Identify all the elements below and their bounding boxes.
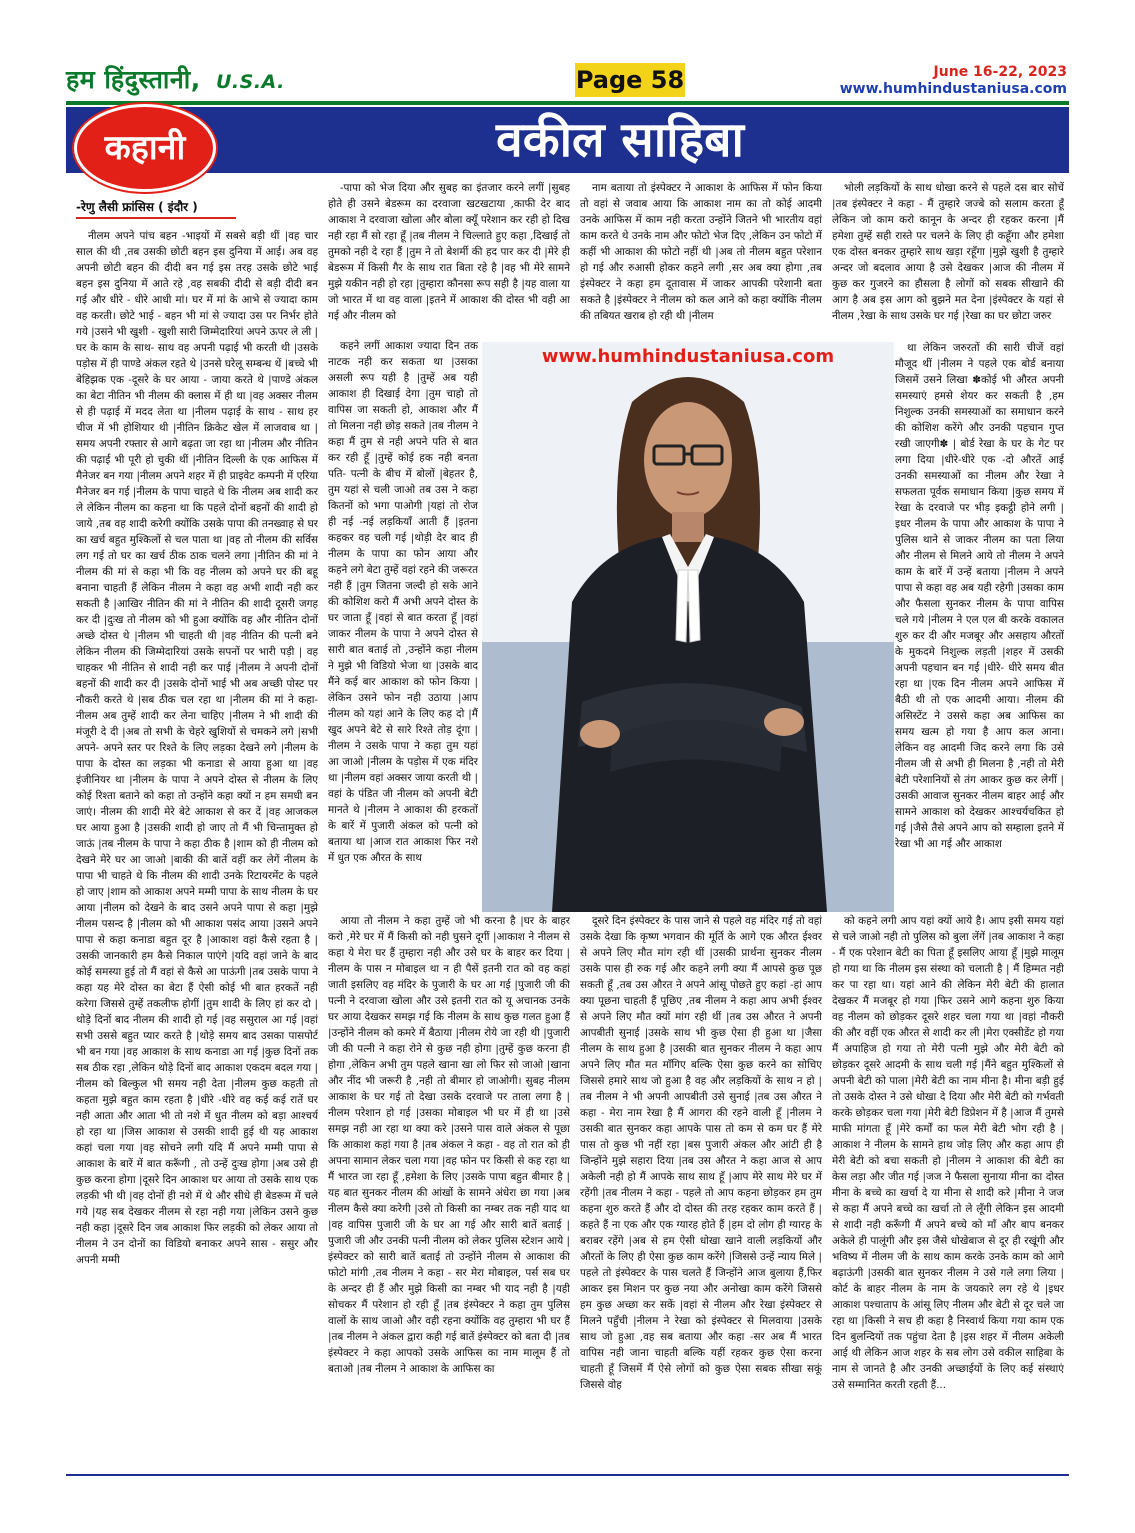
article-column-3-bottom (580, 913, 822, 1468)
lawyer-figure-graphic (482, 342, 894, 912)
masthead-divider (66, 101, 1069, 105)
category-badge: कहानी (74, 104, 216, 192)
website-link[interactable]: www.humhindustaniusa.com (839, 81, 1067, 97)
article-text: कहने लगीं आकाश ज्यादा दिन तक नाटक नही कर सकता था |उसका असली रूप यही है |तुम्हें अब यही आकाश ही दिखाई देगा |तुम चाहो तो वापिस जा सकती हो, आकाश और मैं तो मिलना नही छोड़ सकते |तब नीलम ने कहा मैं तुम से नही अपने पति से बात कर रही हूँ |तुम्हें कोई हक नही बनता पति- पत्नी के बीच में बोलों |बेहतर है, तुम यहां से चली जाओ तब उस ने कहा कितनों को भगा पाओगी |यहां तो रोज ही नई -नई लड़कियाँ आती हैं |इतना कहकर वह चली गई |थोड़ी देर बाद ही नीलम के पापा का फोन आया और कहने लगे बेटा तुम्हें वहां रहने की जरूरत नही हैं |तुम जितना जल्दी हो सके आने की कोशिश करो मैं अभी अपने दोस्त के घर जाता हूँ |वहां से बात करता हूँ |वहां जाकर नीलम के पापा ने अपने दोस्त से सारी बात बताई तो ,उन्होंने कहा नीलम ने मुझे भी विडियो भेजा था |उसके बाद मैंने कई बार आकाश को फोन किया |लेकिन उसने फोन नही उठाया |आप नीलम को यहां आने के लिए कह दो |मैं खुद अपने बेटे से सारे रिश्ते तोड़ दूंगा |नीलम ने उसके पापा ने कहा तुम यहां आ जाओ |नीलम के पड़ोस में एक मंदिर था |नीलम वहां अक्सर जाया करती थी |वहां के पंडित जी नीलम को अपनी बेटी मानते थे |नीलम ने आकाश की हरकतों के बारें में पुजारी अंकल को पत्नी को बताया था |आज रात आकाश फिर नशे में धुत एक औरत के साथ (328, 340, 478, 864)
article-text: नाम बताया तो इंस्पेक्टर ने आकाश के आफिस में फोन किया तो वहां से जवाब आया कि आकाश नाम का तो कोई आदमी उनके आफिस में काम नही करता उन्होंने जितने भी भारतीय वहां काम करते थे उनके नाम और फोटो भेज दिए ,लेकिन उन फोटो में कहीं भी आकाश की फोटो नहीं थी |अब तो नीलम बहुत परेशान हो गई और रुआसी होकर कहने लगी ,सर अब क्या होगा ,तब इंस्पेक्टर ने कहा हम दूतावास में जाकर आपकी परेशानी बता सकते है |इंस्पेक्टर ने नीलम को कल आने को कहा क्योंकि नीलम की तबियत खराब हो रही थी |नीलम (580, 182, 822, 322)
article-text: था लेकिन जरुरतों की सारी चीजें वहां मौजूद थीं |नीलम ने पहले एक बोर्ड बनाया जिसमें उसने लिखा ✽कोई भी औरत अपनी समस्याएं हमसे शेयर कर सकती है ,हम निशुल्क उनकी समस्याओं का समाधान करने की कोशिश करेंगे और उनकी पहचान गुप्त रखी जाएगी✽ | बोर्ड रेखा के घर के गेट पर लगा दिया |धीरे-धीरे एक -दो औरतें आई उनकी समस्याओं का नीलम और रेखा ने सफलता पूर्वक समाधान किया |कुछ समय में रेखा के दरवाजे पर भीड़ इकट्ठी होने लगी |इधर नीलम के पापा और आकाश के पापा ने पुलिस थाने से जाकर नीलम का पता लिया और नीलम से मिलने आये तो नीलम ने अपने काम के बारें में उन्हें बताया |नीलम ने अपने पापा से कहा वह अब यही रहेगी |उसका काम और फैसला सुनकर नीलम के पापा वापिस चले गये |नीलम ने एल एल बी करके वकालत शुरु कर दी और मजबूर और असहाय औरतों के मुकदमे निशुल्क लड़ती |शहर में उसकी अपनी पहचान बन गई |धीरे- धीरे समय बीत रहा था |एक दिन नीलम अपने आफिस में बैठी थी तो एक आदमी आया। नीलम की असिस्टेंट ने उससे कहा अब आफिस का समय खत्म हो गया है आप कल आना। लेकिन वह आदमी जिद करने लगा कि उसे नीलम जी से अभी ही मिलना है ,नही तो मेरी बेटी परेशानियों से तंग आकर कुछ कर लेगीं |उसकी आवाज सुनकर नीलम बाहर आई और सामने आकाश को देखकर आश्चर्यचकित हो गई |जैसे तैसे अपने आप को सम्हाला इतने में रेखा भी आ गई और आकाश (895, 342, 1064, 850)
article-text: दूसरे दिन इंस्पेक्टर के पास जाने से पहले वह मंदिर गई तो वहां उसके देखा कि कृष्ण भगवान की मूर्ति के आगे एक औरत ईश्वर से अपने लिए मौत मांग रही थीं |उसकी प्रार्थना सुनकर नीलम उसके पास ही रुक गई और कहने लगी क्या मैं आपसे कुछ पूछ सकती हूँ ,तब उस औरत ने अपने आंसू पोछते हुए कहां -हां आप क्या पूछना चाहती हैं पूछिए ,तब नीलम ने कहा आप अभी ईश्वर से अपने लिए मौत क्यों मांग रही थीं |तब उस औरत ने अपनी आपबीती सुनाई |उसके साथ भी कुछ ऐसा ही हुआ था |जैसा नीलम के साथ हुआ है |उसकी बात सुनकर नीलम ने कहा आप अपने लिए मौत मत माँगिए बल्कि ऐसा कुछ करने का सोचिए जिससे हमारे साथ जो हुआ है वह और लड़कियों के साथ न हो |तब नीलम ने भी अपनी आपबीती उसे सुनाई |तब उस औरत ने कहा - मेरा नाम रेखा है मैं आगरा की रहने वाली हूँ |नीलम ने उसकी बात सुनकर कहा आपके पास तो कम से कम घर हैं मेरे पास तो कुछ भी नहीं रहा |बस पुजारी अंकल और आंटी ही है जिन्होंने मुझे सहारा दिया |तब उस औरत ने कहा आज से आप अकेली नही हो मैं आपके साथ साथ हूँ |आप मेरे साथ मेरे घर में रहेंगी |तब नीलम ने कहा - पहले तो आप कहना छोड़कर हम तुम कहना शुरु करते हैं और दो दोस्त की तरह रहकर काम करते हैं |कहते हैं ना एक और एक ग्यारह होते हैं |हम दो लोग ही ग्यारह के बराबर रहेंगे |अब से हम ऐसी धोखा खाने वाली लड़कियों और औरतों के लिए ही ऐसा कुछ काम करेंगे |जिससे उन्हें न्याय मिले |पहले तो इंस्पेक्टर के पास चलते हैं जिन्होंने आज बुलाया हैं,फिर आकर इस मिशन पर कुछ नया और अनोखा काम करेंगे जिससे हम कुछ अच्छा कर सकें |वहां से नीलम और रेखा इंस्पेक्टर से मिलने पहुँची |नीलम ने रेखा को इंस्पेक्टर से मिलवाया |उसके साथ जो हुआ ,वह सब बताया और कहा -सर अब मैं भारत वापिस नही जाना चाहती बल्कि यहीं रहकर कुछ ऐसा करना चाहती हूँ जिसमें मैं ऐसे लोगों को कुछ ऐसा सबक सीखा सकूं जिससे वोह (580, 915, 822, 1391)
byline: -रेणु लैसी फ्रांसिस ( इंदौर ) (76, 200, 198, 214)
masthead-logo (66, 62, 285, 96)
byline-underline (76, 217, 236, 219)
footer-divider (66, 1474, 1069, 1476)
illustration-watermark-url: www.humhindustaniusa.com (541, 346, 835, 367)
article-column-2-top (328, 180, 570, 338)
masthead-logo-suffix: U.S.A. (215, 71, 285, 93)
story-title: वकील साहिबा (496, 112, 744, 168)
article-text: को कहने लगी आप यहां क्यों आये है। आप इसी समय यहां से चले जाओ नही तो पुलिस को बुला लेंगें |तब आकाश ने कहा - मैं एक परेशान बेटी का पिता हूँ इसलिए आया हूँ |मुझे मालूम हो गया था कि नीलम इस संस्था को चलाती है | मैं हिम्मत नही कर पा रहा था। यहां आने की लेकिन मेरी बेटी की हालात देखकर मैं मजबूर हो गया |फिर उसने आगे कहना शुरु किया वह नीलम को छोड़कर दूसरे शहर चला गया था |वहां नौकरी की और वहीं एक औरत से शादी कर ली |मेरा एक्सीडेंट हो गया मैं अपाहिज हो गया तो मेरी पत्नी मुझे और मेरी बेटी को छोड़कर दूसरे आदमी के साथ चली गई |मैंने बहुत मुश्किलों से अपनी बेटी को पाला |मेरी बेटी का नाम मीना है। मीना बड़ी हुई तो उसके दोस्त ने उसे धोखा दे दिया और मेरी बेटी को गर्भवती करके छोड़कर चला गया |मेरी बेटी डिप्रेशन में है |आज मैं तुमसे माफी मांगता हूँ |मेरे कर्मों का फल मेरी बेटी भोग रही है |आकाश ने नीलम के सामने हाथ जोड़ लिए और कहा आप ही मेरी बेटी को बचा सकती हो |नीलम ने आकाश की बेटी का केस लड़ा और जीत गई |जज ने फैसला सुनाया मीना का दोस्त मीना के बच्चे का खर्चा दे या मीना से शादी करे |मीना ने जज से कहा मैं अपने बच्चे का खर्चा तो ले लूँगी लेकिन इस आदमी से शादी नही करूँगी मैं अपने बच्चे को माँ और बाप बनकर अकेले ही पालूंगी और इस जैसे धोखेबाज से दूर ही रखूंगी और भविष्य में नीलम जी के साथ काम करके उनके काम को आगे बढ़ाऊंगी |उसकी बात सुनकर नीलम ने उसे गले लगा लिया |कोर्ट के बाहर नीलम के नाम के जयकारे लग रहे थे |इधर आकाश पश्चाताप के आंसू लिए नीलम और बेटी से दूर चले जा रहा था |किसी ने सच ही कहा है निस्वार्थ किया गया काम एक दिन बुलन्दियों तक पहुंचा देता है |इस शहर में नीलम अकेली आई थी लेकिन आज शहर के सब लोग उसे वकील साहिबा के नाम से जानते है और उनकी अच्छाईयों के लिए कई संस्थाएं उसे सम्मानित करती रहती हैं... (832, 915, 1064, 1391)
article-column-3-top (580, 180, 822, 340)
article-column-2-bottom (328, 913, 570, 1468)
article-column-4-bottom (832, 913, 1064, 1468)
issue-date: June 16-22, 2023 (933, 64, 1067, 80)
article-text: नीलम अपने पांच बहन -भाइयों में सबसे बड़ी थीं |वह चार साल की थी ,तब उसकी छोटी बहन इस दुनिया में आई। अब वह अपनी छोटी बहन की दीदी बन गई इस तरह उसके छोटे भाई बहन इस दुनिया में आते रहे ,वह सबकी दीदी से बड़ी दीदी बन गई और धीरे - धीरे आधी मां। घर में मां के आभे से ज्यादा काम वह करती। छोटे भाई - बहन भी मां से ज्यादा उस पर निर्भर होते गये |उसने भी खुशी - खुशी सारी जिम्मेदारियां अपने ऊपर ले ली |घर के काम के साथ- साथ वह अपनी पढ़ाई भी करती थी |उसके पड़ोस में ही पाण्डे अंकल रहते थे |उनसे घरेलू सम्बन्ध थें |बच्चे भी बेहिझक एक -दूसरे के घर आया - जाया करते थे |पाण्डे अंकल का बेटा नीतिन भी नीलम की क्लास में ही था |वह अक्सर नीलम से ही पढ़ाई में मदद लेता था |नीलम पढ़ाई के साथ - साथ हर चीज में भी होशियार थी |नीतिन क्रिकेट खेल में लाजवाब था |समय अपनी रफ्तार से आगे बढ़ता जा रहा था |नीलम और नीतिन की पढ़ाई भी पूरी हो चुकी थीं |नीतिन दिल्ली के एक आफिस में मैनेजर बन गया |नीलम अपने शहर में ही प्राइवेट कम्पनी में एरिया मैनेजर बन गई |नीलम के पापा चाहते थे कि नीलम अब शादी कर ले लेकिन नीलम का कहना था कि पहले दोनों बहनों की शादी हो जाये ,तब वह शादी करेगी क्योंकि उसके पापा की तनख्वाह से घर का खर्च बहुत मुश्किलों से चल पाता था |वह तो नीलम की सर्विस लग गई तो घर का खर्च ठीक ठाक चलने लगा |नीतिन की मां ने नीलम की मां से कहा भी कि वह नीलम को अपने घर की बहू बनाना चाहती हैं लेकिन नीलम ने कहा वह अभी शादी नही कर सकती है |आखिर नीतिन की मां ने नीतिन की शादी दूसरी जगह कर दी |दुःख तो नीलम को भी हुआ क्योंकि वह और नीतिन दोनों अच्छे दोस्त थे |नीलम भी चाहती थी |वह नीतिन की पत्नी बने लेकिन नीलम की जिम्मेदारियां उसके सपनों पर भारी पड़ी | वह चाहकर भी नीतिन से शादी नही कर पाई |नीलम ने अपनी दोनों बहनों की शादी कर दी |उसके दोनों भाई भी अब अच्छी पोस्ट पर नौकरी करते थे |सब ठीक चल रहा था |नीलम की मां ने कहा- नीलम अब तुम्हें शादी कर लेना चाहिए |नीलम ने भी शादी की मंजूरी दे दी |अब तो सभी के चेहरे खुशियों से चमकने लगे |सभी अपने- अपने स्तर पर रिश्ते के लिए लड़का देखने लगे |नीलम के पापा के दोस्त का लड़का भी कनाडा से आया हुआ था |वह इंजीनियर था |नीलम के पापा ने अपने दोस्त से नीलम के लिए कोई रिश्ता बताने को कहा तो उन्होंने कहा क्यों न हम समधी बन जाएं। नीलम की शादी मेरे बेटे आकाश से कर दें |वह आजकल घर आया हुआ है |उसकी शादी हो जाए तो मैं भी चिन्तामुक्त हो जाऊं |तब नीलम के पापा ने कहा ठीक है |शाम को ही नीलम को देखने मेरे घर आ जाओ |बाकी की बातें वहीं कर लेगें नीलम के पापा भी चाहते थे कि नीलम की शादी उनके रिटायरमेंट के पहले हो जाए |शाम को आकाश अपने मम्मी पापा के साथ नीलम के घर आया |नीलम को देखने के बाद उसने अपने पापा से कहा |मुझे नीलम पसन्द है |नीलम को भी आकाश पसंद आया |उसने अपने पापा से कहा कनाडा बहुत दूर है |आकाश वहां कैसे रहता है |उसकी जानकारी हम कैसे निकाल पाएंगे |यदि वहां जाने के बाद कोई समस्या हुई तो मैं वहां से कैसे आ पाऊंगी |तब उसके पापा ने कहा यह मेरे दोस्त का बेटा हैं ऐसी कोई भी बात हरकतें नही करेगा जिससे तुम्हें तकलीफ होगीं |तुम शादी के लिए हां कर दो |थोड़े दिनों बाद नीलम की शादी हो गई |वह ससुराल आ गई |वहां सभी उससे बहुत प्यार करते है |थोड़े समय बाद उसका पासपोर्ट भी बन गया |वह आकाश के साथ कनाडा आ गई |कुछ दिनों तक सब ठीक रहा ,लेकिन थोड़े दिनों बाद आकाश एकदम बदल गया |नीलम को बिल्कुल भी समय नही देता |नीलम कुछ कहती तो कहता मुझे बहुत काम रहता है |धीरे -धीरे वह कई कई रातें घर नही आता और आता भी तो नशे में धुत नीलम को बड़ा आश्चर्य हो रहा था |जिस आकाश से उसकी शादी हुई थी यह आकाश कहां चला गया |वह सोचने लगी यदि मैं अपने मम्मी पापा से आकाश के बारें में बात करूँगी , तो उन्हें दुःख होगा |अब उसे ही कुछ करना होगा |दूसरे दिन आकाश घर आया तो उसके साथ एक लड़की भी थी |वह दोनों ही नशे में थे और सीधे ही बेडरूम में चले गये |यह सब देखकर नीलम से रहा नही गया |लेकिन उसने कुछ नही कहा |दूसरे दिन जब आकाश फिर लड़की को लेकर आया तो नीलम ने उन दोनों का विडियो बनाकर अपने सास - ससुर और अपनी मम्मी (76, 230, 318, 1266)
article-text: आया तो नीलम ने कहा तुम्हें जो भी करना है |घर के बाहर करो ,मेरे घर में मैं किसी को नही घुसने दूगीं |आकाश ने नीलम से कहा ये मेरा घर हैं तुम्हारा नही और उसे घर के बाहर कर दिया |नीलम के पास न मोबाइल था न ही पैसें इतनी रात को वह कहां जाती इसलिए वह मंदिर के पुजारी के घर आ गई |पुजारी जी की पत्नी ने दरवाजा खोला और उसे इतनी रात को यू अचानक उनके घर आया देखकर समझ गई कि नीलम के साथ कुछ गलत हुआ हैं |उन्होंने नीलम को कमरे में बैठाया |नीलम रोये जा रही थी |पुजारी जी की पत्नी ने कहा रोने से कुछ नही होगा |तुम्हें कुछ करना ही होगा ,लेकिन अभी तुम पहले खाना खा लो फिर सो जाओ |खाना और नींद भी जरूरी है ,नही तो बीमार हो जाओगी। सुबह नीलम आकाश के घर गई तो देखा उसके दरवाजे पर ताला लगा है |नीलम परेशान हो गई |उसका मोबाइल भी घर में ही था |उसे समझ नही आ रहा था क्या करे |उसने पास वाले अंकल से पूछा कि आकाश कहां गया है |तब अंकल ने कहा - वह तो रात को ही अपना सामान लेकर चला गया |वह फोन पर किसी से कह रहा था मैं भारत जा रहा हूँ ,हमेशा के लिए |उसके पापा बहुत बीमार है |यह बात सुनकर नीलम की आंखों के सामने अंधेरा छा गया |अब नीलम कैसे क्या करेगी |उसे तो किसी का नम्बर तक नही याद था |वह वापिस पुजारी जी के घर आ गई और सारी बातें बताई |पुजारी जी और उनकी पत्नी नीलम को लेकर पुलिस स्टेशन आये |इंस्पेक्टर को सारी बातें बताई तो उन्होंने नीलम से आकाश की फोटो मांगी ,तब नीलम ने कहा - सर मेरा मोबाइल, पर्स सब घर के अन्दर ही हैं और मुझे किसी का नम्बर भी याद नही है |यही सोचकर मैं परेशान हो रही हूँ |तब इंस्पेक्टर ने कहा तुम पुलिस वालों के साथ जाओ और वही रहना क्योंकि वह तुम्हारा भी घर हैं |तब नीलम ने अंकल द्वारा कही गई बातें इंस्पेक्टर को बता दी |तब इंस्पेक्टर ने कहा आपको उसके आफिस का नाम मालूम हैं तो बताओ |तब नीलम ने आकाश के आफिस का (328, 915, 570, 1375)
article-column-4-middle (895, 340, 1064, 913)
article-column-1 (76, 228, 318, 1468)
masthead-logo-text: हम हिंदुस्तानी, (66, 65, 201, 94)
lawyer-illustration (482, 342, 894, 912)
article-text: भोली लड़कियों के साथ धोखा करने से पहले दस बार सोचें |तब इंस्पेक्टर ने कहा - मैं तुम्हारे जज्बे को सलाम करता हूँ लेकिन जो काम करो कानून के अन्दर ही रहकर करना |मैं हमेशा तुम्हें सही रास्ते पर चलने के लिए ही कहूँगा और हमेशा एक दोस्त बनकर तुम्हारे साथ खड़ा रहूँगा |मुझे खुशी है तुम्हारे अन्दर जो बदलाव आया है उसे देखकर |आज की नीलम में कुछ कर गुजरने का हौसला है लोगों को सबक सीखाने की आग है अब इस आग को बुझने मत देना |इंस्पेक्टर के यहां से नीलम ,रेखा के साथ उसके घर गई |रेखा का घर छोटा जरुर (832, 182, 1064, 322)
article-text: -पापा को भेज दिया और सुबह का इंतजार करने लगीं |सुबह होते ही उसने बेडरूम का दरवाजा खटखटाया ,काफी देर बाद आकाश ने दरवाजा खोला और बोला क्यूँ परेशान कर रही हो दिख नही रहा मैं सो रहा हूँ |तब नीलम ने चिल्लाते हुए कहा ,दिखाई तो तुमको नही दे रहा हैं |तुम ने तो बेशर्मी की हद पार कर दी |मेरे ही बेडरूम में किसी गैर के साथ रात बिता रहे है |वह भी मेरे सामने मुझे यकीन नही हो रहा |तुम्हारा कौनसा रूप सही है |यह वाला या जो भारत में था वह वाला |इतने में आकाश की दोस्त भी वही आ गई और नीलम को (328, 182, 570, 322)
article-column-2-middle (328, 338, 478, 913)
page-number: Page 58 (575, 63, 685, 97)
article-column-4-top (832, 180, 1064, 340)
